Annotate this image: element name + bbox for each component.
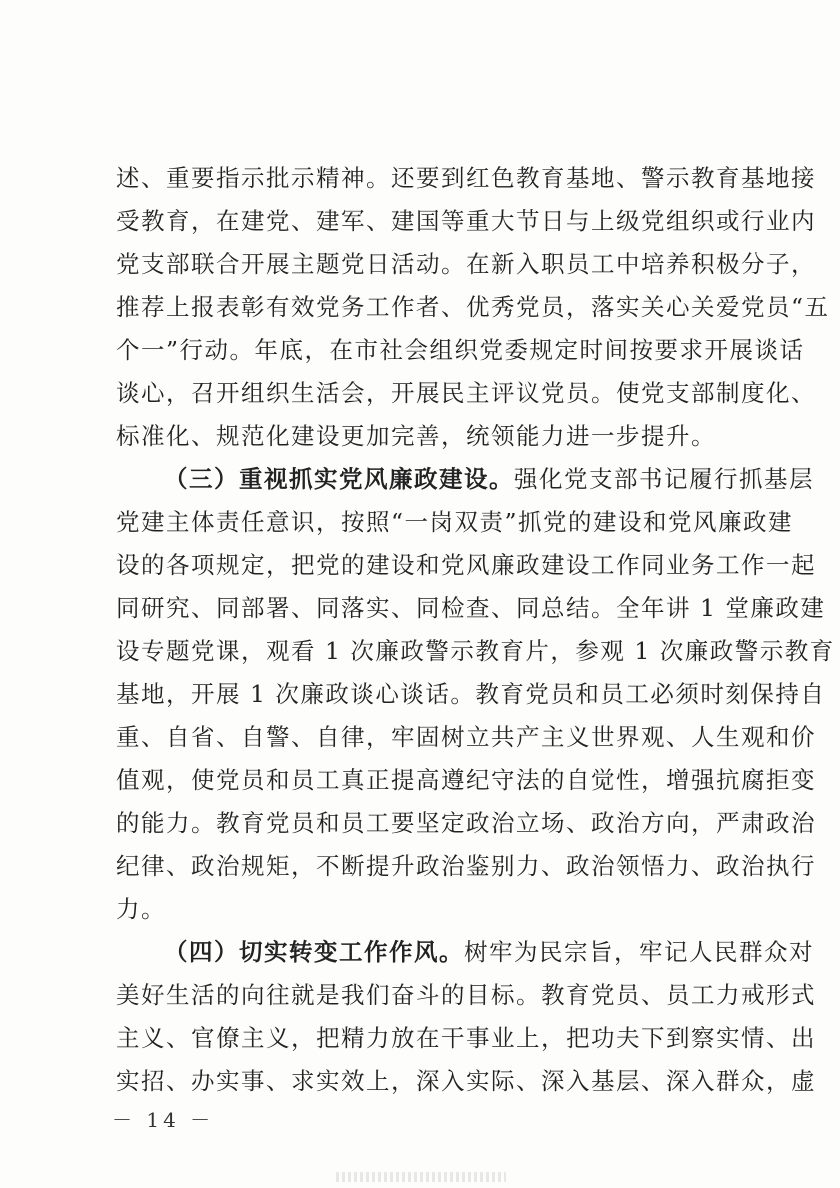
text-line: 实招、办实事、求实效上，深入实际、深入基层、深入群众，虚 [116, 1067, 816, 1095]
section-heading-line [164, 934, 814, 970]
text-line: 美好生活的向往就是我们奋斗的目标。教育党员、员工力戒形式 [116, 981, 816, 1009]
text-line: 值观，使党员和员工真正提高遵纪守法的自觉性，增强抗腐拒变 [116, 766, 816, 794]
text-line: 推荐上报表彰有效党务工作者、优秀党员，落实关心关爱党员“五 [116, 293, 830, 321]
text-span: 强化党支部书记履行抓基层 [514, 465, 814, 493]
section-heading-line [164, 461, 814, 497]
text-line: 同研究、同部署、同落实、同检查、同总结。全年讲 1 堂廉政建 [116, 594, 826, 622]
text-line: 设的各项规定，把党的建设和党风廉政建设工作同业务工作一起 [116, 551, 816, 579]
text-line: 党支部联合开展主题党日活动。在新入职员工中培养积极分子， [116, 250, 816, 278]
text-line: 党建主体责任意识，按照“一岗双责”抓党的建设和党风廉政建 [116, 508, 794, 536]
text-line: 纪律、政治规矩，不断提升政治鉴别力、政治领悟力、政治执行 [116, 852, 816, 880]
text-line: 力。 [116, 895, 166, 923]
section-heading: （四）切实转变工作作风。 [164, 938, 464, 966]
text-span: 树牢为民宗旨，牢记人民群众对 [464, 938, 814, 966]
page-number: － 14 － [112, 1108, 215, 1132]
text-line: 重、自省、自警、自律，牢固树立共产主义世界观、人生观和价 [116, 723, 816, 751]
text-line: 设专题党课，观看 1 次廉政警示教育片，参观 1 次廉政警示教育 [116, 637, 835, 665]
text-line: 主义、官僚主义，把精力放在干事业上，把功夫下到察实情、出 [116, 1024, 816, 1052]
scan-artifact [336, 1172, 506, 1182]
text-line: 个一”行动。年底，在市社会组织党委规定时间按要求开展谈话 [116, 336, 805, 364]
text-line: 标准化、规范化建设更加完善，统领能力进一步提升。 [116, 422, 716, 450]
text-line: 谈心，召开组织生活会，开展民主评议党员。使党支部制度化、 [116, 379, 816, 407]
text-line: 述、重要指示批示精神。还要到红色教育基地、警示教育基地接 [116, 164, 816, 192]
text-line: 受教育，在建党、建军、建国等重大节日与上级党组织或行业内 [116, 207, 816, 235]
text-line: 基地，开展 1 次廉政谈心谈话。教育党员和员工必须时刻保持自 [116, 680, 826, 708]
text-line: 的能力。教育党员和员工要坚定政治立场、政治方向，严肃政治 [116, 809, 816, 837]
section-heading: （三）重视抓实党风廉政建设。 [164, 465, 514, 493]
